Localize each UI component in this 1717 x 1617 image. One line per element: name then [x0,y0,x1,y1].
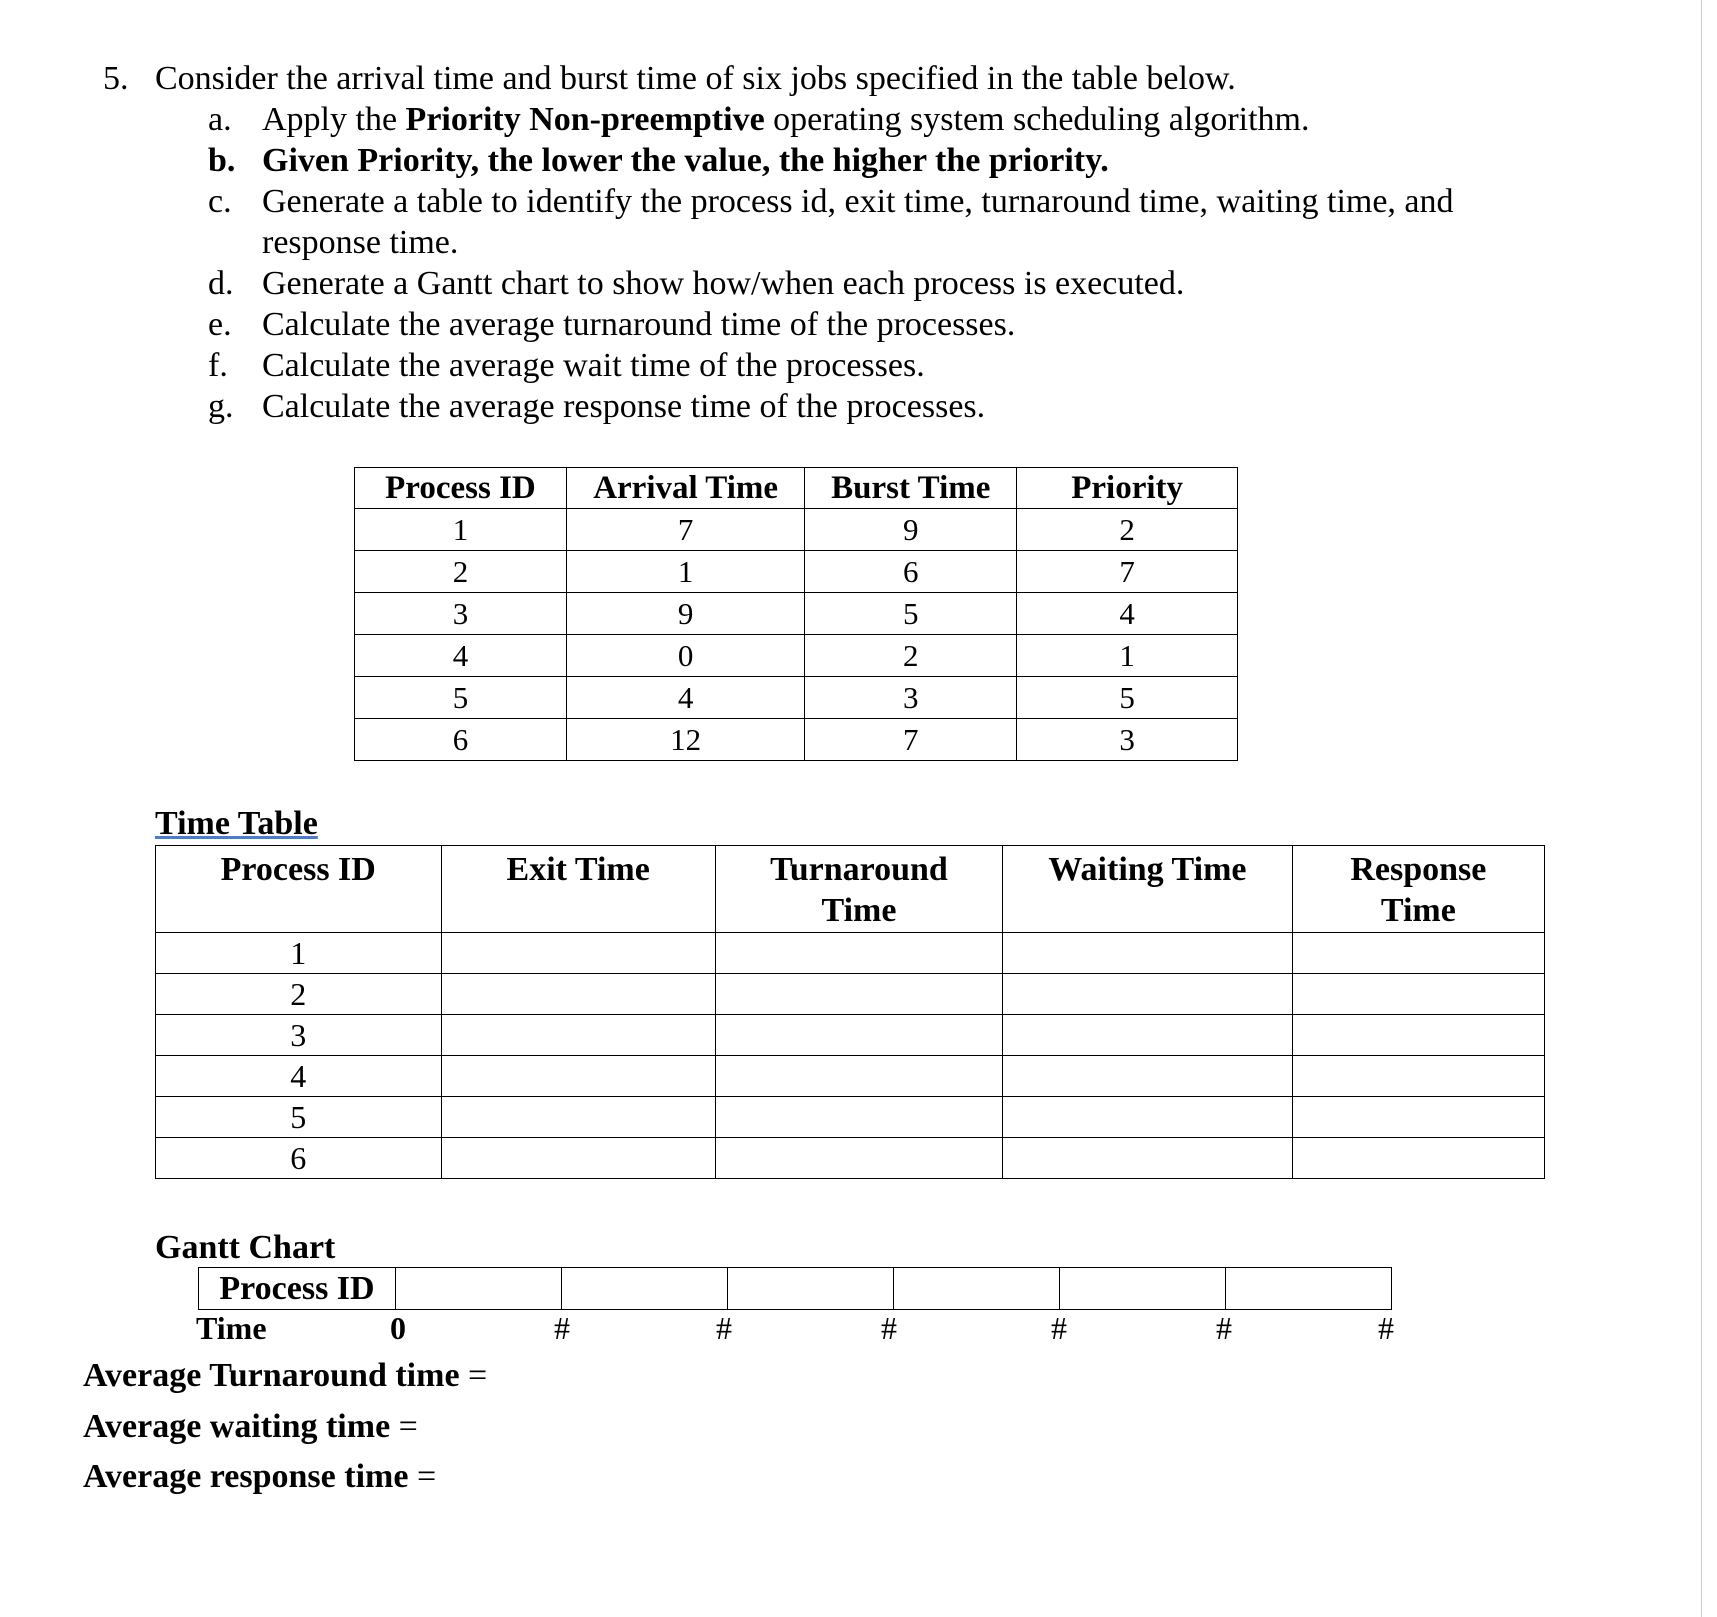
column-header: Arrival Time [566,468,804,509]
table-cell: 1 [355,509,567,551]
table-cell[interactable] [1292,1056,1544,1097]
table-row [156,1097,1545,1138]
table-cell[interactable] [1003,933,1293,974]
gantt-process-label: Process ID [199,1268,396,1310]
gantt-slot[interactable] [396,1268,562,1310]
table-cell: 2 [805,635,1017,677]
table-cell: 2 [355,551,567,593]
table-row [156,1056,1545,1097]
item-text: Calculate the average turnaround time of the processes. [262,306,1016,343]
gantt-chart [198,1267,1392,1310]
average-turnaround-line [83,1357,487,1395]
table-cell: 4 [156,1056,442,1097]
table-cell: 5 [1017,677,1238,719]
question-number: 5. [103,60,129,97]
table-cell[interactable] [1003,1097,1293,1138]
item-label: g. [208,388,234,425]
table-cell: 12 [566,719,804,761]
time-table [155,845,1545,1179]
item-label: b. [208,142,236,179]
item-label: e. [208,306,232,343]
table-cell: 9 [566,593,804,635]
average-label: Average response time [83,1458,409,1495]
table-cell[interactable] [1003,1015,1293,1056]
table-cell: 1 [1017,635,1238,677]
table-cell: 6 [156,1138,442,1179]
table-row [355,635,1238,677]
table-cell: 1 [566,551,804,593]
gantt-time-label: Time [196,1310,267,1346]
gantt-tick: # [1216,1310,1232,1346]
table-cell: 7 [566,509,804,551]
table-cell[interactable] [1292,1097,1544,1138]
item-text-pre: Apply the [262,101,406,138]
gantt-slot[interactable] [894,1268,1060,1310]
gantt-tick: # [1378,1310,1394,1346]
item-label: c. [208,183,232,220]
table-cell[interactable] [441,1138,715,1179]
table-cell[interactable] [715,1138,1002,1179]
table-header-row [156,846,1545,933]
gantt-tick: # [1051,1310,1067,1346]
item-text: Generate a table to identify the process id, exit time, turnaround time, waiting time, and response time. [262,183,1454,261]
item-label: d. [208,265,234,302]
item-text [262,99,1310,140]
table-cell: 6 [355,719,567,761]
table-cell[interactable] [1292,1138,1544,1179]
item-label: f. [208,347,228,384]
table-cell: 3 [1017,719,1238,761]
table-row [355,509,1238,551]
equals-sign: = [398,1408,418,1445]
gantt-slot[interactable] [1226,1268,1392,1310]
item-text: Calculate the average response time of the processes. [262,388,986,425]
average-waiting-line [83,1408,418,1446]
table-cell: 4 [566,677,804,719]
table-row [156,974,1545,1015]
table-header-row [355,468,1238,509]
table-row [156,1015,1545,1056]
average-response-line [83,1458,436,1496]
question-text: Consider the arrival time and burst time of six jobs specified in the table below. [155,60,1236,97]
gantt-slot[interactable] [1060,1268,1226,1310]
gantt-row [199,1268,1392,1310]
process-input-table [354,467,1238,761]
table-row [355,719,1238,761]
table-cell: 6 [805,551,1017,593]
table-cell[interactable] [1292,1015,1544,1056]
header-text: Turnaround Time [770,851,948,929]
average-label: Average waiting time [83,1408,391,1445]
gantt-tick: # [716,1310,732,1346]
table-row [156,1138,1545,1179]
table-row [355,677,1238,719]
table-cell: 3 [805,677,1017,719]
item-text: Generate a Gantt chart to show how/when each process is executed. [262,265,1185,302]
table-cell: 5 [156,1097,442,1138]
table-cell: 3 [355,593,567,635]
item-text: Calculate the average wait time of the processes. [262,347,925,384]
gantt-slot[interactable] [728,1268,894,1310]
header-text: Response Time [1350,851,1487,929]
column-header: Exit Time [441,846,715,933]
table-cell: 0 [566,635,804,677]
column-header: Process ID [355,468,567,509]
item-label: a. [208,101,232,138]
table-cell: 2 [156,974,442,1015]
table-cell: 9 [805,509,1017,551]
page-edge [1701,0,1702,1617]
table-cell[interactable] [1292,974,1544,1015]
table-cell: 4 [355,635,567,677]
table-cell: 5 [805,593,1017,635]
table-cell[interactable] [1003,1138,1293,1179]
table-row [156,933,1545,974]
table-cell[interactable] [715,974,1002,1015]
gantt-tick: # [881,1310,897,1346]
equals-sign: = [468,1357,488,1394]
time-table-title: Time Table [155,805,318,842]
column-header: Burst Time [805,468,1017,509]
column-header: Process ID [156,846,442,933]
table-cell[interactable] [441,933,715,974]
table-cell[interactable] [1003,974,1293,1015]
table-cell[interactable] [715,1056,1002,1097]
table-row [355,551,1238,593]
equals-sign: = [416,1458,437,1495]
table-cell[interactable] [1292,933,1544,974]
column-header: Waiting Time [1003,846,1293,933]
item-text-post: operating system scheduling algorithm. [764,101,1310,138]
table-cell[interactable] [441,1056,715,1097]
table-cell[interactable] [441,1015,715,1056]
gantt-tick: 0 [390,1310,406,1346]
table-cell: 5 [355,677,567,719]
table-cell[interactable] [441,1097,715,1138]
table-cell[interactable] [441,974,715,1015]
column-header: Priority [1017,468,1238,509]
column-header [715,846,1002,933]
item-text-bold: Priority Non-preemptive [405,101,765,138]
table-cell: 2 [1017,509,1238,551]
item-text: Given Priority, the lower the value, the higher the priority. [262,142,1109,179]
table-cell: 7 [1017,551,1238,593]
column-header [1292,846,1544,933]
table-cell: 3 [156,1015,442,1056]
table-cell[interactable] [715,1015,1002,1056]
table-cell[interactable] [715,933,1002,974]
gantt-chart-title: Gantt Chart [155,1229,336,1266]
gantt-tick: # [554,1310,570,1346]
table-cell: 4 [1017,593,1238,635]
table-cell[interactable] [715,1097,1002,1138]
table-cell[interactable] [1003,1056,1293,1097]
gantt-slot[interactable] [562,1268,728,1310]
table-row [355,593,1238,635]
average-label: Average Turnaround time [83,1357,460,1394]
table-cell: 1 [156,933,442,974]
table-cell: 7 [805,719,1017,761]
